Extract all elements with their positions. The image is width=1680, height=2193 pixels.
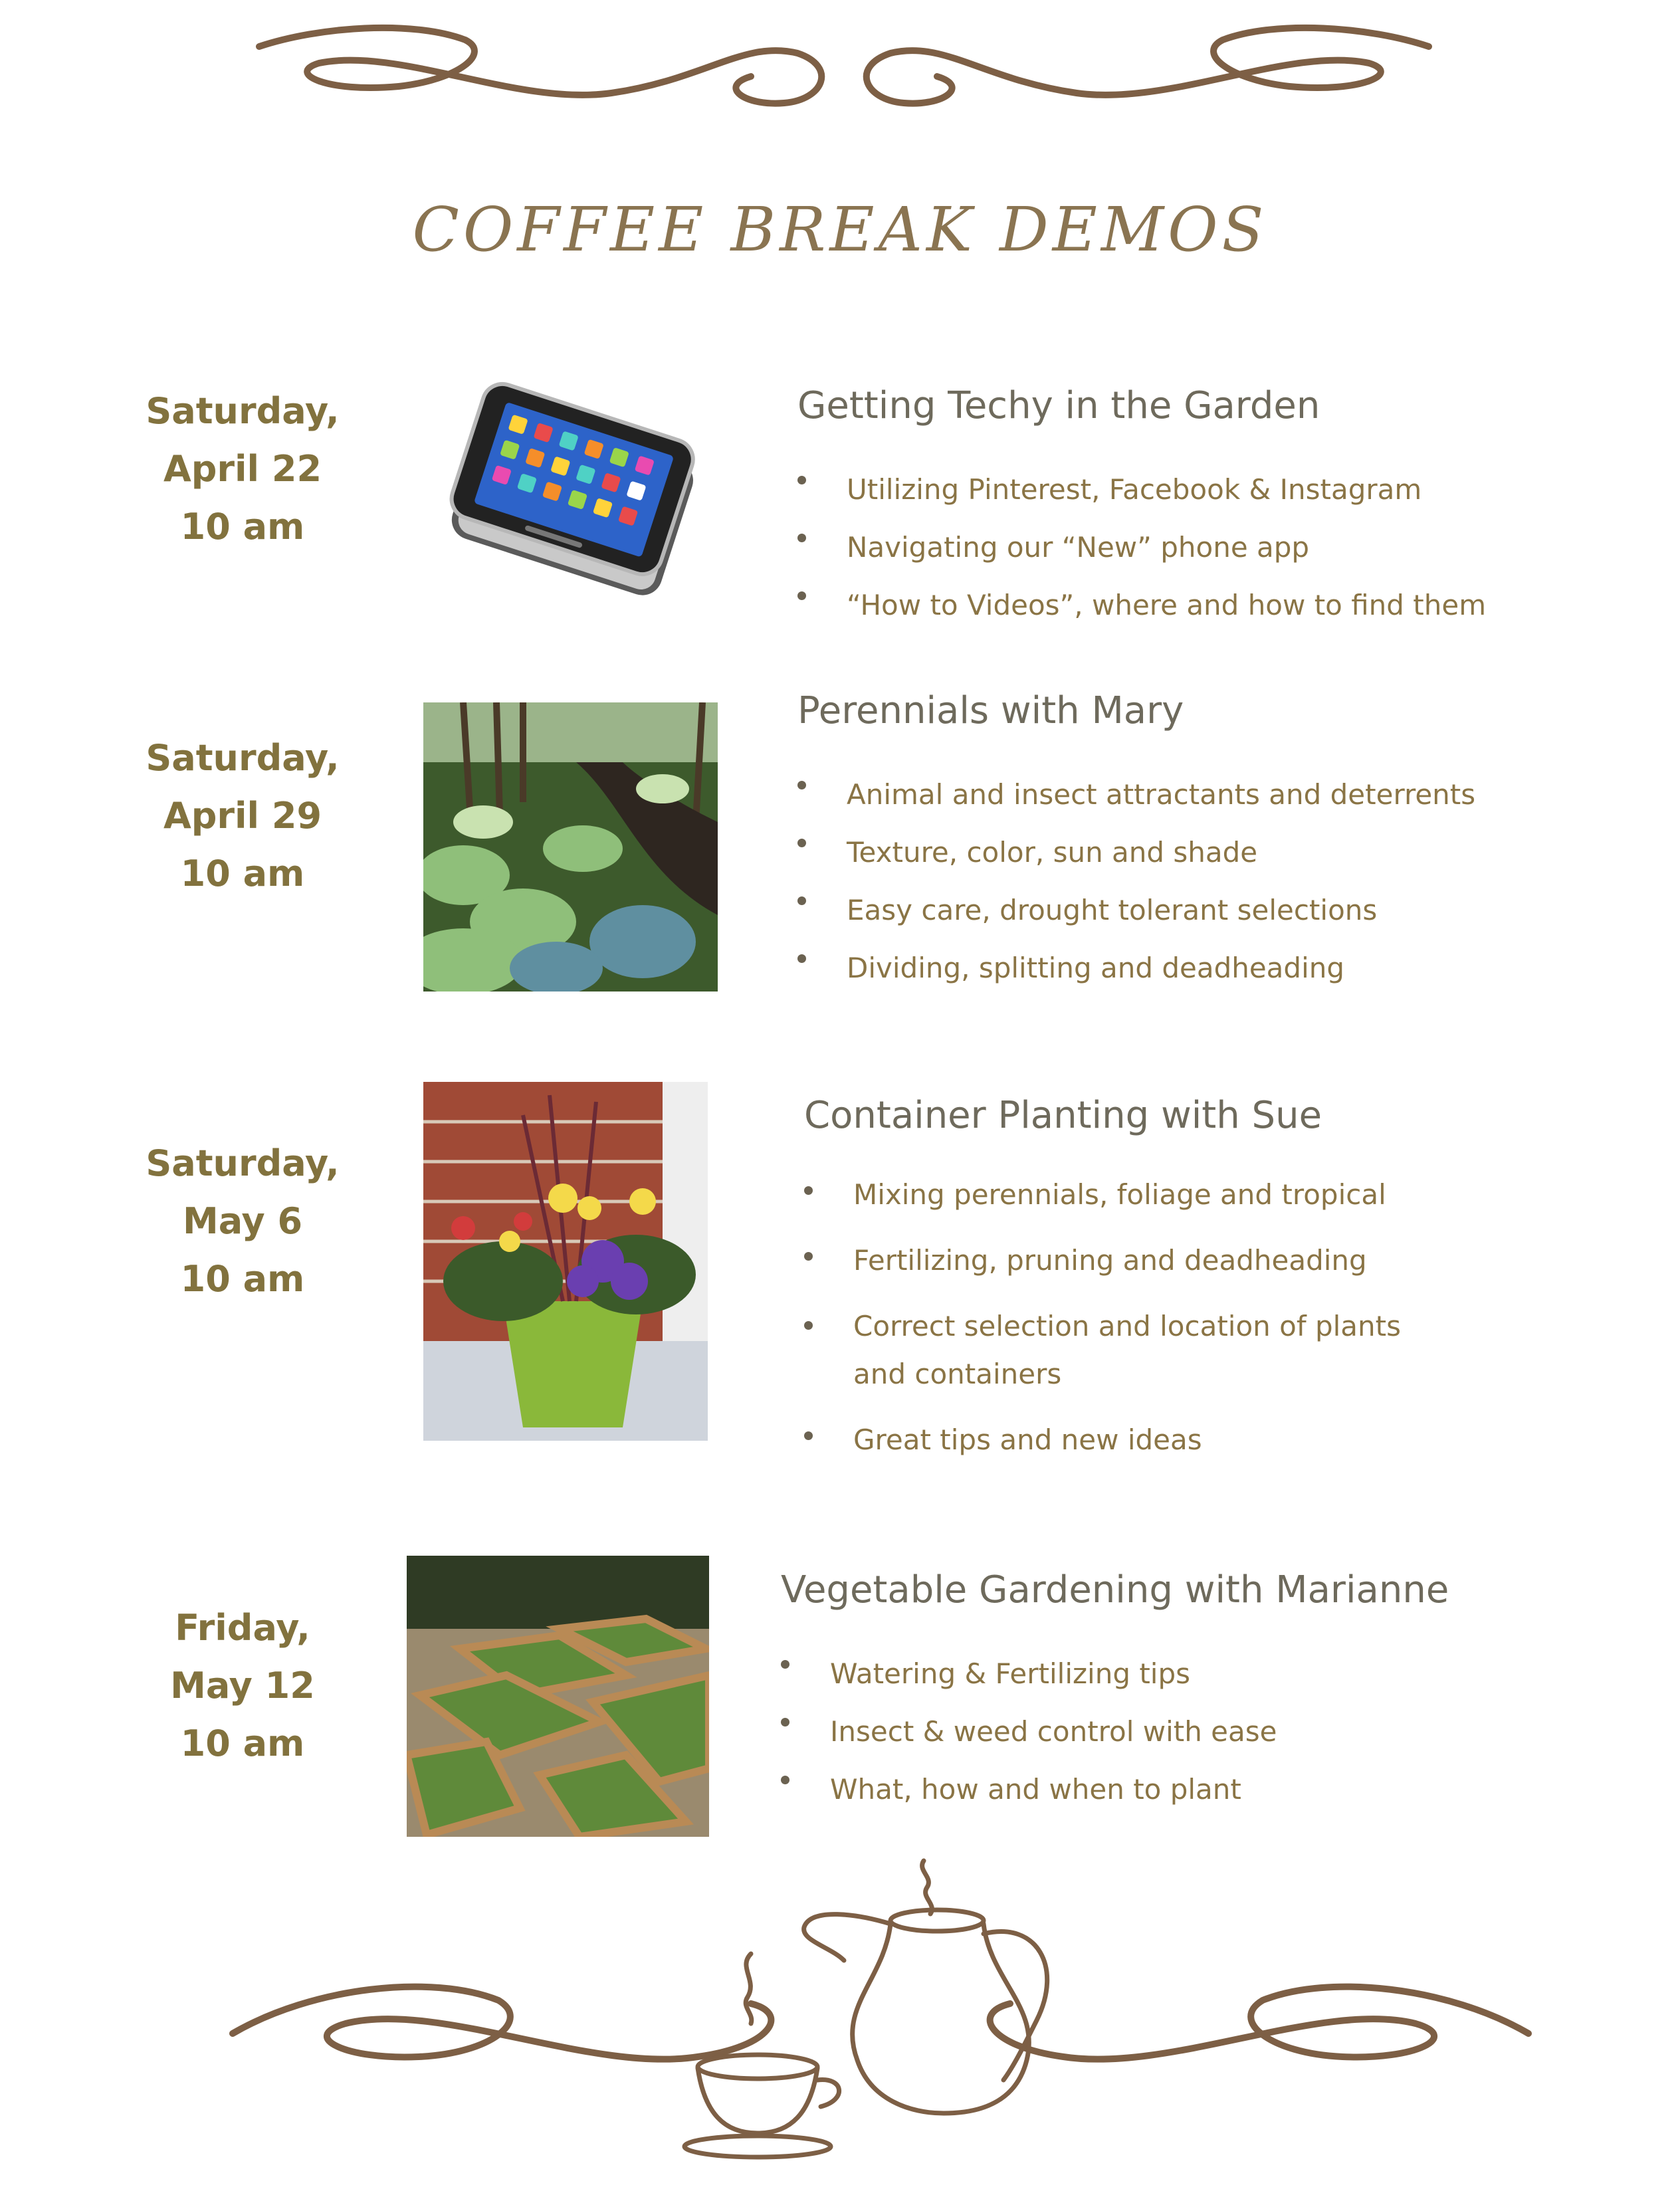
demo-title: Perennials with Mary (797, 689, 1184, 732)
page-title: COFFEE BREAK DEMOS (412, 194, 1268, 265)
raised-beds-photo (407, 1556, 709, 1837)
list-item: Mixing perennials, foliage and tropical (804, 1171, 1438, 1237)
demo-bullet-list (781, 1645, 1277, 1818)
list-item: Texture, color, sun and shade (797, 823, 1475, 881)
demo-bullet-list (804, 1171, 1438, 1464)
list-item: “How to Videos”, where and how to find them (797, 576, 1486, 634)
demo-title: Getting Techy in the Garden (797, 384, 1320, 427)
demo-bullet-list (797, 461, 1486, 634)
list-item: Utilizing Pinterest, Facebook & Instagram (797, 461, 1486, 518)
list-item: Correct selection and location of plants and containers (804, 1303, 1438, 1416)
hosta-garden-photo (423, 702, 718, 992)
demo-date (90, 382, 395, 556)
list-item: Fertilizing, pruning and deadheading (804, 1237, 1438, 1303)
demo-date (90, 1134, 395, 1308)
demo-date (90, 729, 395, 902)
date-time: 10 am (180, 1723, 305, 1764)
flower-container-photo (423, 1082, 708, 1441)
date-day: Friday, (175, 1607, 310, 1649)
list-item: Animal and insect attractants and deterrents (797, 766, 1475, 823)
list-item: Watering & Fertilizing tips (781, 1645, 1277, 1703)
demo-title: Container Planting with Sue (804, 1094, 1322, 1137)
list-item: Navigating our “New” phone app (797, 518, 1486, 576)
bottom-swirl-flourish (219, 1834, 1542, 2166)
date-day-month: April 22 (163, 448, 322, 490)
demo-date (90, 1599, 395, 1772)
date-day: Saturday, (146, 737, 340, 779)
date-day-month: April 29 (163, 795, 322, 837)
coffee-pot-icon (804, 1861, 1047, 2113)
smartphone-photo (419, 362, 718, 621)
list-item: Dividing, splitting and deadheading (797, 939, 1475, 997)
demo-title: Vegetable Gardening with Marianne (781, 1568, 1449, 1612)
date-day-month: May 12 (170, 1665, 315, 1707)
list-item: What, how and when to plant (781, 1760, 1277, 1818)
date-time: 10 am (180, 1258, 305, 1300)
list-item: Easy care, drought tolerant selections (797, 881, 1475, 939)
date-time: 10 am (180, 506, 305, 548)
list-item: Great tips and new ideas (804, 1416, 1438, 1464)
date-day: Saturday, (146, 390, 340, 432)
date-day: Saturday, (146, 1142, 340, 1184)
list-item: Insect & weed control with ease (781, 1703, 1277, 1760)
top-swirl-flourish (239, 13, 1449, 126)
date-time: 10 am (180, 853, 305, 894)
demo-bullet-list (797, 766, 1475, 997)
date-day-month: May 6 (182, 1200, 303, 1242)
